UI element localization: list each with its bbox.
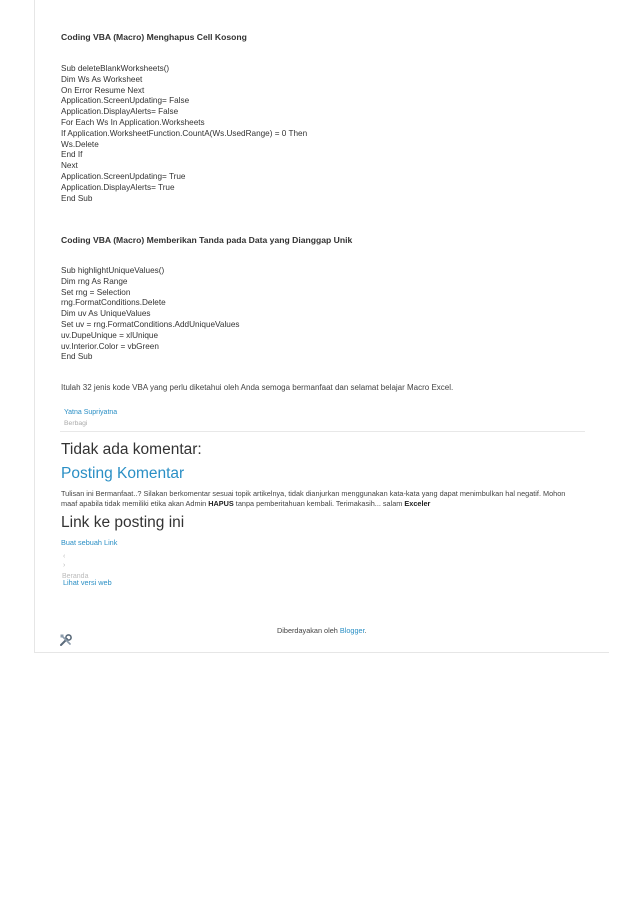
comments-heading: Tidak ada komentar: [61,441,202,458]
code-line: Ws.Delete [61,139,99,149]
code-line: If Application.WorksheetFunction.CountA(Ws.UsedRange) = 0 Then [61,128,308,138]
code-line: End Sub [61,193,93,203]
home-link[interactable]: Beranda [62,573,89,578]
web-version-link[interactable]: Lihat versi web [63,578,112,587]
code-line: Dim Ws As Worksheet [61,74,143,84]
code-line: rng.FormatConditions.Delete [61,298,166,308]
code-line: uv.Interior.Color = vbGreen [61,341,159,351]
code-line: Application.ScreenUpdating= True [61,171,186,181]
code-line: Application.DisplayAlerts= False [61,107,179,117]
blogger-link[interactable]: Blogger [339,626,365,635]
divider [60,431,585,432]
code-line: Application.DisplayAlerts= True [61,182,175,192]
code-line: End Sub [61,352,93,362]
code-line: Set rng = Selection [61,287,131,297]
create-link[interactable]: Buat sebuah Link [61,538,118,547]
newer-post-link[interactable]: ‹ [63,553,66,560]
code-line: Sub deleteBlankWorksheets() [61,64,170,73]
code-line: On Error Resume Next [61,85,145,95]
section-title-unique-values: Coding VBA (Macro) Memberikan Tanda pada Data yang Dianggap Unik [61,235,353,245]
links-heading: Link ke posting ini [61,514,185,531]
tools-icon[interactable] [59,633,73,647]
older-post-link[interactable]: › [63,562,66,569]
code-line: For Each Ws In Application.Worksheets [61,117,205,127]
section-title-delete-blank: Coding VBA (Macro) Menghapus Cell Kosong [61,32,247,42]
closing-paragraph: Itulah 32 jenis kode VBA yang perlu diketahui oleh Anda semoga bermanfaat dan selamat belajar Macro Excel. [61,383,454,392]
comment-notice [61,489,581,509]
code-line: End If [61,150,83,160]
post-comment-link[interactable]: Posting Komentar [61,465,185,482]
notice-text-mid: tanpa pemberitahuan kembali. Terimakasih... salam [233,499,405,509]
author-link[interactable]: Yatna Supriyatna [64,409,118,416]
code-line: uv.DupeUnique = xlUnique [61,330,159,340]
footer-attribution [277,626,367,635]
notice-text: Tulisan ini Bermanfaat..? Silakan berkomentar sesuai topik artikelnya, tidak dianjurkan menggunakan kata-kata yang dapat menimbulkan hal negatif. Mohon maaf apabila tidak memiliki etika akan Admin [61,489,566,509]
code-line: Dim rng As Range [61,276,128,286]
code-block-unique-values [61,266,239,363]
notice-hapus: HAPUS [208,499,234,509]
code-block-delete-blank [61,64,307,204]
footer-period: . [364,626,367,635]
code-line: Next [61,161,78,171]
notice-signature: Exceler [404,499,431,509]
code-line: Dim uv As UniqueValues [61,309,151,319]
code-line: Application.ScreenUpdating= False [61,96,190,106]
powered-by-text: Diberdayakan oleh [277,626,338,635]
code-line: Set uv = rng.FormatConditions.AddUniqueValues [61,319,240,329]
code-line: Sub highlightUniqueValues() [61,266,165,275]
share-button[interactable]: Berbagi [64,420,88,427]
